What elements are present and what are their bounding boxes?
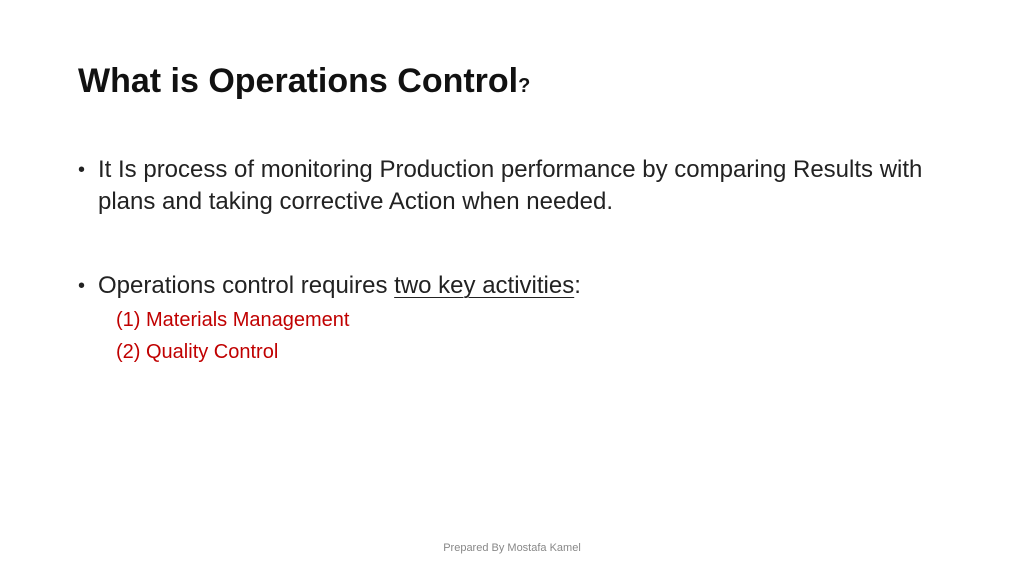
subitem-quality-control: (2) Quality Control — [116, 341, 279, 363]
bullet-icon: • — [78, 275, 86, 297]
slide-title-text: What is Operations Control — [78, 62, 519, 100]
slide-title-question-mark: ? — [518, 75, 531, 97]
bullet-text-definition: It Is process of monitoring Production performance by comparing Results with plans and taking corrective Action when needed. — [98, 156, 923, 215]
bullet-text-key-activities: two key activities — [394, 272, 575, 299]
bullet-text-requirements-prefix: Operations control requires — [98, 272, 395, 299]
subitem-materials-management: (1) Materials Management — [116, 309, 350, 331]
activities-sublist — [98, 304, 932, 368]
bullet-icon: • — [78, 159, 86, 181]
bullet-list — [72, 154, 932, 368]
bullet-item-requirements — [72, 270, 932, 368]
slide-title — [78, 62, 530, 101]
bullet-text-requirements-suffix: : — [574, 272, 581, 299]
footer-credit: Prepared By Mostafa Kamel — [443, 542, 581, 554]
bullet-item-definition — [72, 154, 932, 218]
